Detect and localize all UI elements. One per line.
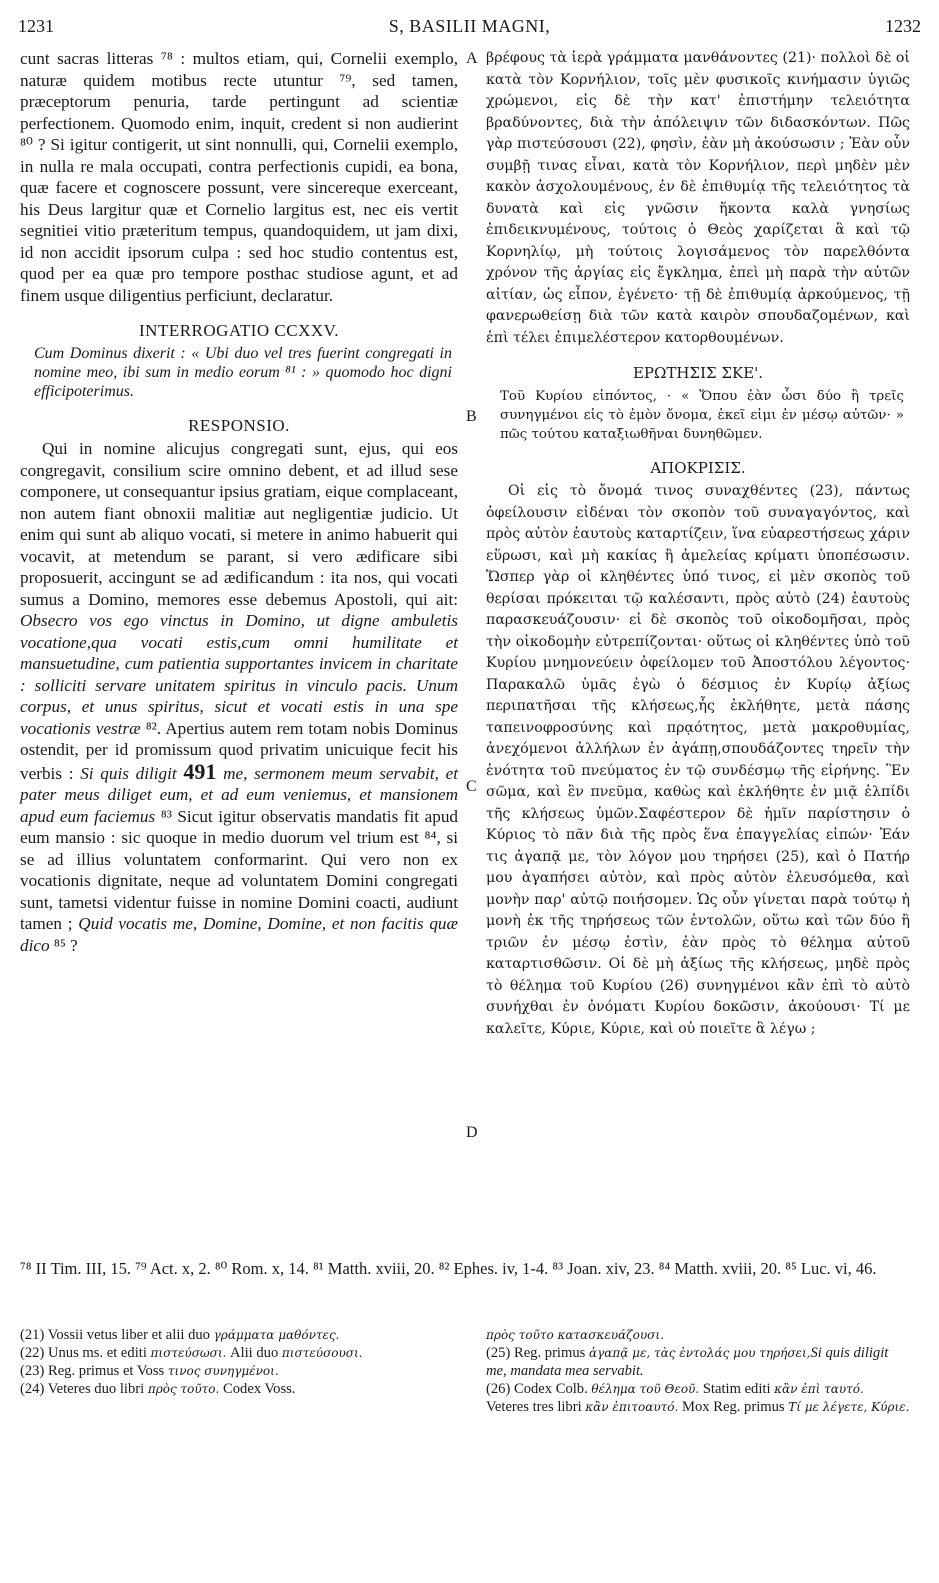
latin-p2-quote-ephesians: Obsecro vos ego vinctus in Domino, ut digne ambuletis vocatione,qua vocati estis,cum omni humilitate et mansuetudine, cum patientia supportantes invicem in charitate : solliciti servare unitatem spiritus in vinculo pacis. Unum corpus, et unus spiritus, sicut et vocati estis in una spe vocationis vestræ — [20, 611, 458, 738]
note-21-text: (21) Vossii vetus liber et alii duo — [20, 1327, 214, 1343]
latin-p2-text-c: ⁸². Apertius autem rem totam nobis Dominus ostendit, per id promissum quod privatim unicuique fecit his verbis : — [20, 718, 458, 783]
note-23-text: (23) Reg. primus et Voss — [20, 1363, 168, 1379]
critical-notes-right — [486, 1326, 910, 1416]
left-page-number: 1231 — [18, 16, 54, 36]
note-24-cont-greek: πρὸς τοῦτο κατασκευάζουσι. — [486, 1328, 664, 1342]
latin-p2-text-a: Qui in nomine alicujus congregati sunt, ejus, qui eos congregavit, consilium scire omnino debent, et ad illud sese componere, ut consequantur ipsius gratiam, eique complaceant, non autem fiant obnoxii malitiæ aut negligentiæ judicio. Ut enim qui sunt ab aliquo vocati, si metere in animo habuerit qui vocavit, at metendum se parant, si vero ædificare sibi proposuerit, accingunt se ad ædificandum : ita nos, qui vocati sumus a Domino, memores esse debemus Apostoli, qui ait: — [20, 439, 458, 609]
greek-apokrisis-heading: ΑΠΟΚΡΙΣΙΣ. — [650, 458, 746, 477]
latin-column — [20, 48, 458, 956]
greek-paragraph-1: βρέφους τὰ ἱερὰ γράμματα μανθάνοντες (21)· πολλοὶ δὲ οἱ κατὰ τὸν Κορνήλιον, τοῖς μὲν φυσικοῖς κινήμασιν ὑγιῶς χρώμενοι, εἰς δὲ τὴν κατ' ἐπιστήμην τελειότητα βραδύνοντες, διὰ τὴν ἀπόλειψιν τῶν διδασκόντων. Πῶς γὰρ πιστεύσουσι (22), φησὶν, ἐὰν μὴ ἀκούσωσιν ; Ἐὰν οὖν συμβῇ τινας εἶναι, κατὰ τὸν Κορνήλιον, περὶ μηδὲν μὲν κακὸν ἀσχολουμένους, ἐν δὲ ἐπιθυμίᾳ τῆς τελειότητος τὰ δυνατὰ καὶ εἰς γνῶσιν ἥκοντα καλὰ γνησίως ἐπιδεικνυμένους, τούτοις ὁ Θεὸς χαρίζεται ἃ καὶ τῷ Κορνηλίῳ, μὴ τούτοις λογισάμενος τὸν παρελθόντα χρόνον τῆς ἀργίας εἰς ἔγκλημα, ἐπεὶ μὴ παρὰ τὴν αὐτῶν αἰτίαν, ὡς εἶπον, ἐγένετο· τῇ δὲ ἐπιθυμίᾳ ἀρκούμενος, τῇ φανερωθείσῃ διὰ τῶν κατὰ καιρὸν σπουδαζομένων, καὶ ἐπὶ τέλει ἐπιμελέστερον κατορθουμένων. — [486, 50, 910, 346]
latin-p2-text-f: ⁸³ Sicut igitur observatis mandatis fit apud eum mansio : sic quoque in medio duorum vel trium est ⁸⁴, si se ad illius voluntatem conformarint. Qui vero non ex vocationis dignitate, neque ad voluntatem Domini congregati sunt, tametsi videntur fuisse in nomine Domini coacti, audiunt tamen ; — [20, 806, 459, 933]
greek-question: Τοῦ Κυρίου εἰπόντος, · « Ὅπου ἐὰν ὦσι δύο ἢ τρεῖς συνηγμένοι εἰς τὸ ἐμὸν ὄνομα, ἐκεῖ εἰμι ἐν μέσῳ αὐτῶν· » πῶς τούτου καταξιωθῆναι δυνηθῶμεν. — [500, 388, 904, 442]
note-21 — [20, 1326, 450, 1344]
note-23 — [20, 1362, 450, 1380]
note-26-greek-b: κἂν ἐπὶ ταυτό. — [774, 1382, 864, 1396]
note-25 — [486, 1344, 910, 1380]
note-24-greek: πρὸς τοῦτο. — [147, 1382, 220, 1396]
note-26-text: (26) Codex Colb. — [486, 1381, 592, 1397]
latin-p2-quote-john-a: Si quis diligit — [80, 763, 177, 783]
scripture-footnotes: ⁷⁸ II Tim. III, 15. ⁷⁹ Act. x, 2. ⁸⁰ Rom. x, 14. ⁸¹ Matth. xviii, 20. ⁸² Ephes. iv, 1-4. ⁸³ Joan. xiv, 23. ⁸⁴ Matth. xviii, 20. ⁸⁵ Luc. vi, 46. — [20, 1259, 877, 1278]
latin-p2-quote-luke: Quid vocatis me, Domine, Domine, et non facitis quæ dico — [20, 914, 458, 955]
note-24 — [20, 1380, 450, 1398]
note-22-greek-b: πιστεύσουσι. — [281, 1346, 363, 1360]
section-marker-c: C — [466, 778, 477, 795]
latin-responsio-heading: RESPONSIO. — [188, 415, 290, 435]
note-26-greek-d: Τί με λέγετε, Κύριε. — [788, 1400, 910, 1414]
latin-paragraph-1: cunt sacras litteras ⁷⁸ : multos etiam, qui, Cornelii exemplo, naturæ quidem motibus recte utuntur ⁷⁹, sed tamen, præceptorum penuria, tarde pertingunt ad scientiæ perfectionem. Quomodo enim, inquit, credent si non audierint ⁸⁰ ? Si igitur contigerit, ut sint nonnulli, qui, Cornelii exemplo, in nulla re mala occupati, contra perfectionis cupidi, ea bona, quæ facere et cognoscere possunt, vere sincereque exerceant, his Deus largitur quæ et Cornelio largitus est, nec eis vertit segnitiei vitio præteritum tempus, quandoquidem, ut jam dixi, id non accidit ipsorum culpa : sed hoc studio contentus est, quod per ea quæ pro tempore posthac studiose agunt, et ad finem usque diligentius perficiunt, declaratur. — [20, 49, 458, 305]
latin-question: Cum Dominus dixerit : « Ubi duo vel tres fuerint congregati in nomine meo, ibi sum in medio eorum ⁸¹ : » quomodo hoc digni efficipoterimus. — [34, 344, 452, 400]
note-25-latin: Si quis diligit me, mandata mea servabit. — [486, 1345, 889, 1379]
note-26-text-d: Mox Reg. primus — [678, 1399, 789, 1415]
note-24-continued — [486, 1326, 910, 1344]
critical-notes-left — [20, 1326, 450, 1398]
column-number-491: 491 — [183, 758, 217, 784]
section-marker-a: A — [466, 50, 478, 67]
header-title: S, BASILII MAGNI, — [388, 16, 551, 36]
note-25-text: (25) Reg. primus — [486, 1345, 589, 1361]
section-marker-b: B — [466, 408, 477, 425]
note-22-greek: πιστεύσωσι. — [150, 1346, 227, 1360]
greek-erotesis-heading: ΕΡΩΤΗΣΙΣ ΣΚΕ'. — [632, 364, 764, 382]
latin-interrogatio-heading: INTERROGATIO CCXXV. — [139, 321, 339, 340]
note-26-greek: θέλημα τοῦ Θεοῦ. — [591, 1382, 700, 1396]
note-26-text-c: Veteres tres libri — [486, 1399, 586, 1415]
note-24-text: (24) Veteres duo libri — [20, 1381, 148, 1397]
note-26-text-b: Statim editi — [699, 1381, 775, 1397]
section-marker-d: D — [466, 1124, 478, 1141]
note-26 — [486, 1380, 910, 1416]
note-23-greek: τινος συνηγμένοι. — [167, 1364, 279, 1378]
right-page-number: 1232 — [885, 16, 921, 36]
note-26-greek-c: κἂν ἐπιτοαυτό. — [585, 1400, 679, 1414]
latin-p2-text-h: ⁸⁵ ? — [49, 935, 78, 955]
note-21-greek: γράμματα μαθόντες. — [213, 1328, 340, 1342]
greek-paragraph-2: Οἱ εἰς τὸ ὄνομά τινος συναχθέντες (23), πάντως ὀφείλουσιν εἰδέναι τὸν σκοπὸν τοῦ συναγαγόντος, καὶ πρὸς αὐτὸν ἑαυτοὺς καταρτίζειν, ἵνα εὐαρεστήσεως χάριν εὕρωσι, καὶ μὴ κακίας ἢ ἀμελείας κρίματι ὑποπέσωσιν. Ὥσπερ γὰρ οἱ κληθέντες ὑπό τινος, εἰ μὲν σκοπὸς τοῦ θερίσαι πρόκειται τῷ καλέσαντι, πρὸς αὐτὸ (24) ἑαυτοὺς παρασκευάζουσιν· εἰ δὲ σκοπὸς τοῦ οἰκοδομῆσαι, πρὸς τὴν οἰκοδομὴν εὐτρεπίζονται· οὕτως οἱ κληθέντες ὑπὸ τοῦ Κυρίου μνημονεύειν ὀφείλομεν τοῦ Ἀποστόλου λέγοντος· Παρακαλῶ ὑμᾶς ἐγὼ ὁ δέσμιος ἐν Κυρίῳ ἀξίως περιπατῆσαι τῆς κλήσεως,ἧς ἐκλήθητε, μετὰ πάσης ταπεινοφροσύνης καὶ πρᾳότητος, μετὰ μακροθυμίας, ἀνεχόμενοι ἀλλήλων ἐν ἀγάπῃ,σπουδάζοντες τηρεῖν τὴν ἑνότητα τοῦ πνεύματος ἐν τῷ συνδέσμῳ τῆς εἰρήνης. Ἓν σῶμα, καὶ ἓν πνεῦμα, καθὼς καὶ ἐκλήθητε ἐν μιᾷ ἐλπίδι τῆς κλήσεως ὑμῶν.Σαφέστερον δὲ ἡμῖν παρίστησιν ὁ Κύριος τὸ πᾶν διὰ τῆς πρὸς ἕνα ἐπαγγελίας εἰπών· Ἐάν τις ἀγαπᾷ με, τὸν λόγον μου τηρήσει (25), καὶ ὁ Πατήρ μου ἀγαπήσει αὐτὸν, καὶ πρὸς αὐτὸν ἐλευσόμεθα, καὶ μονὴν παρ' αὐτῷ ποιήσομεν. Ὡς οὖν γίνεται παρὰ τούτῳ ἡ μονὴ ἐκ τῆς τηρήσεως τῶν ἐντολῶν, οὕτω καὶ τῶν δύο ἢ τριῶν ἐν μέσῳ ἐστὶν, ἐὰν πρὸς τὸ θέλημα αὐτοῦ καταρτισθῶσιν. Οἱ δὲ μὴ ἀξίως τῆς κλήσεως, μηδὲ πρὸς τὸ θέλημα τοῦ Κυρίου (26) συνηγμένοι κἂν ἐπὶ τὸ αὐτὸ συνήχθαι ἐν ὀνόματι Κυρίου δοκῶσιν, ἀκούουσι· Τί με καλεῖτε, Κύριε, Κύριε, καὶ οὐ ποιεῖτε ἃ λέγω ; — [486, 483, 910, 1037]
latin-p2-quote-john-b: me, sermonem meum servabit, et pater meus diliget eum, et ad eum veniemus, et mansionem apud eum faciemus — [20, 763, 459, 826]
note-22-text: (22) Unus ms. et editi — [20, 1345, 151, 1361]
note-22-text-b: Alii duo — [226, 1345, 282, 1361]
greek-column — [486, 48, 910, 1040]
latin-paragraph-2 — [20, 438, 458, 956]
note-24-text-b: Codex Voss. — [219, 1381, 296, 1397]
note-22 — [20, 1344, 450, 1362]
running-header — [18, 16, 921, 46]
note-25-greek: ἀγαπᾷ με, τὰς ἐντολάς μου τηρήσει, — [588, 1346, 811, 1360]
